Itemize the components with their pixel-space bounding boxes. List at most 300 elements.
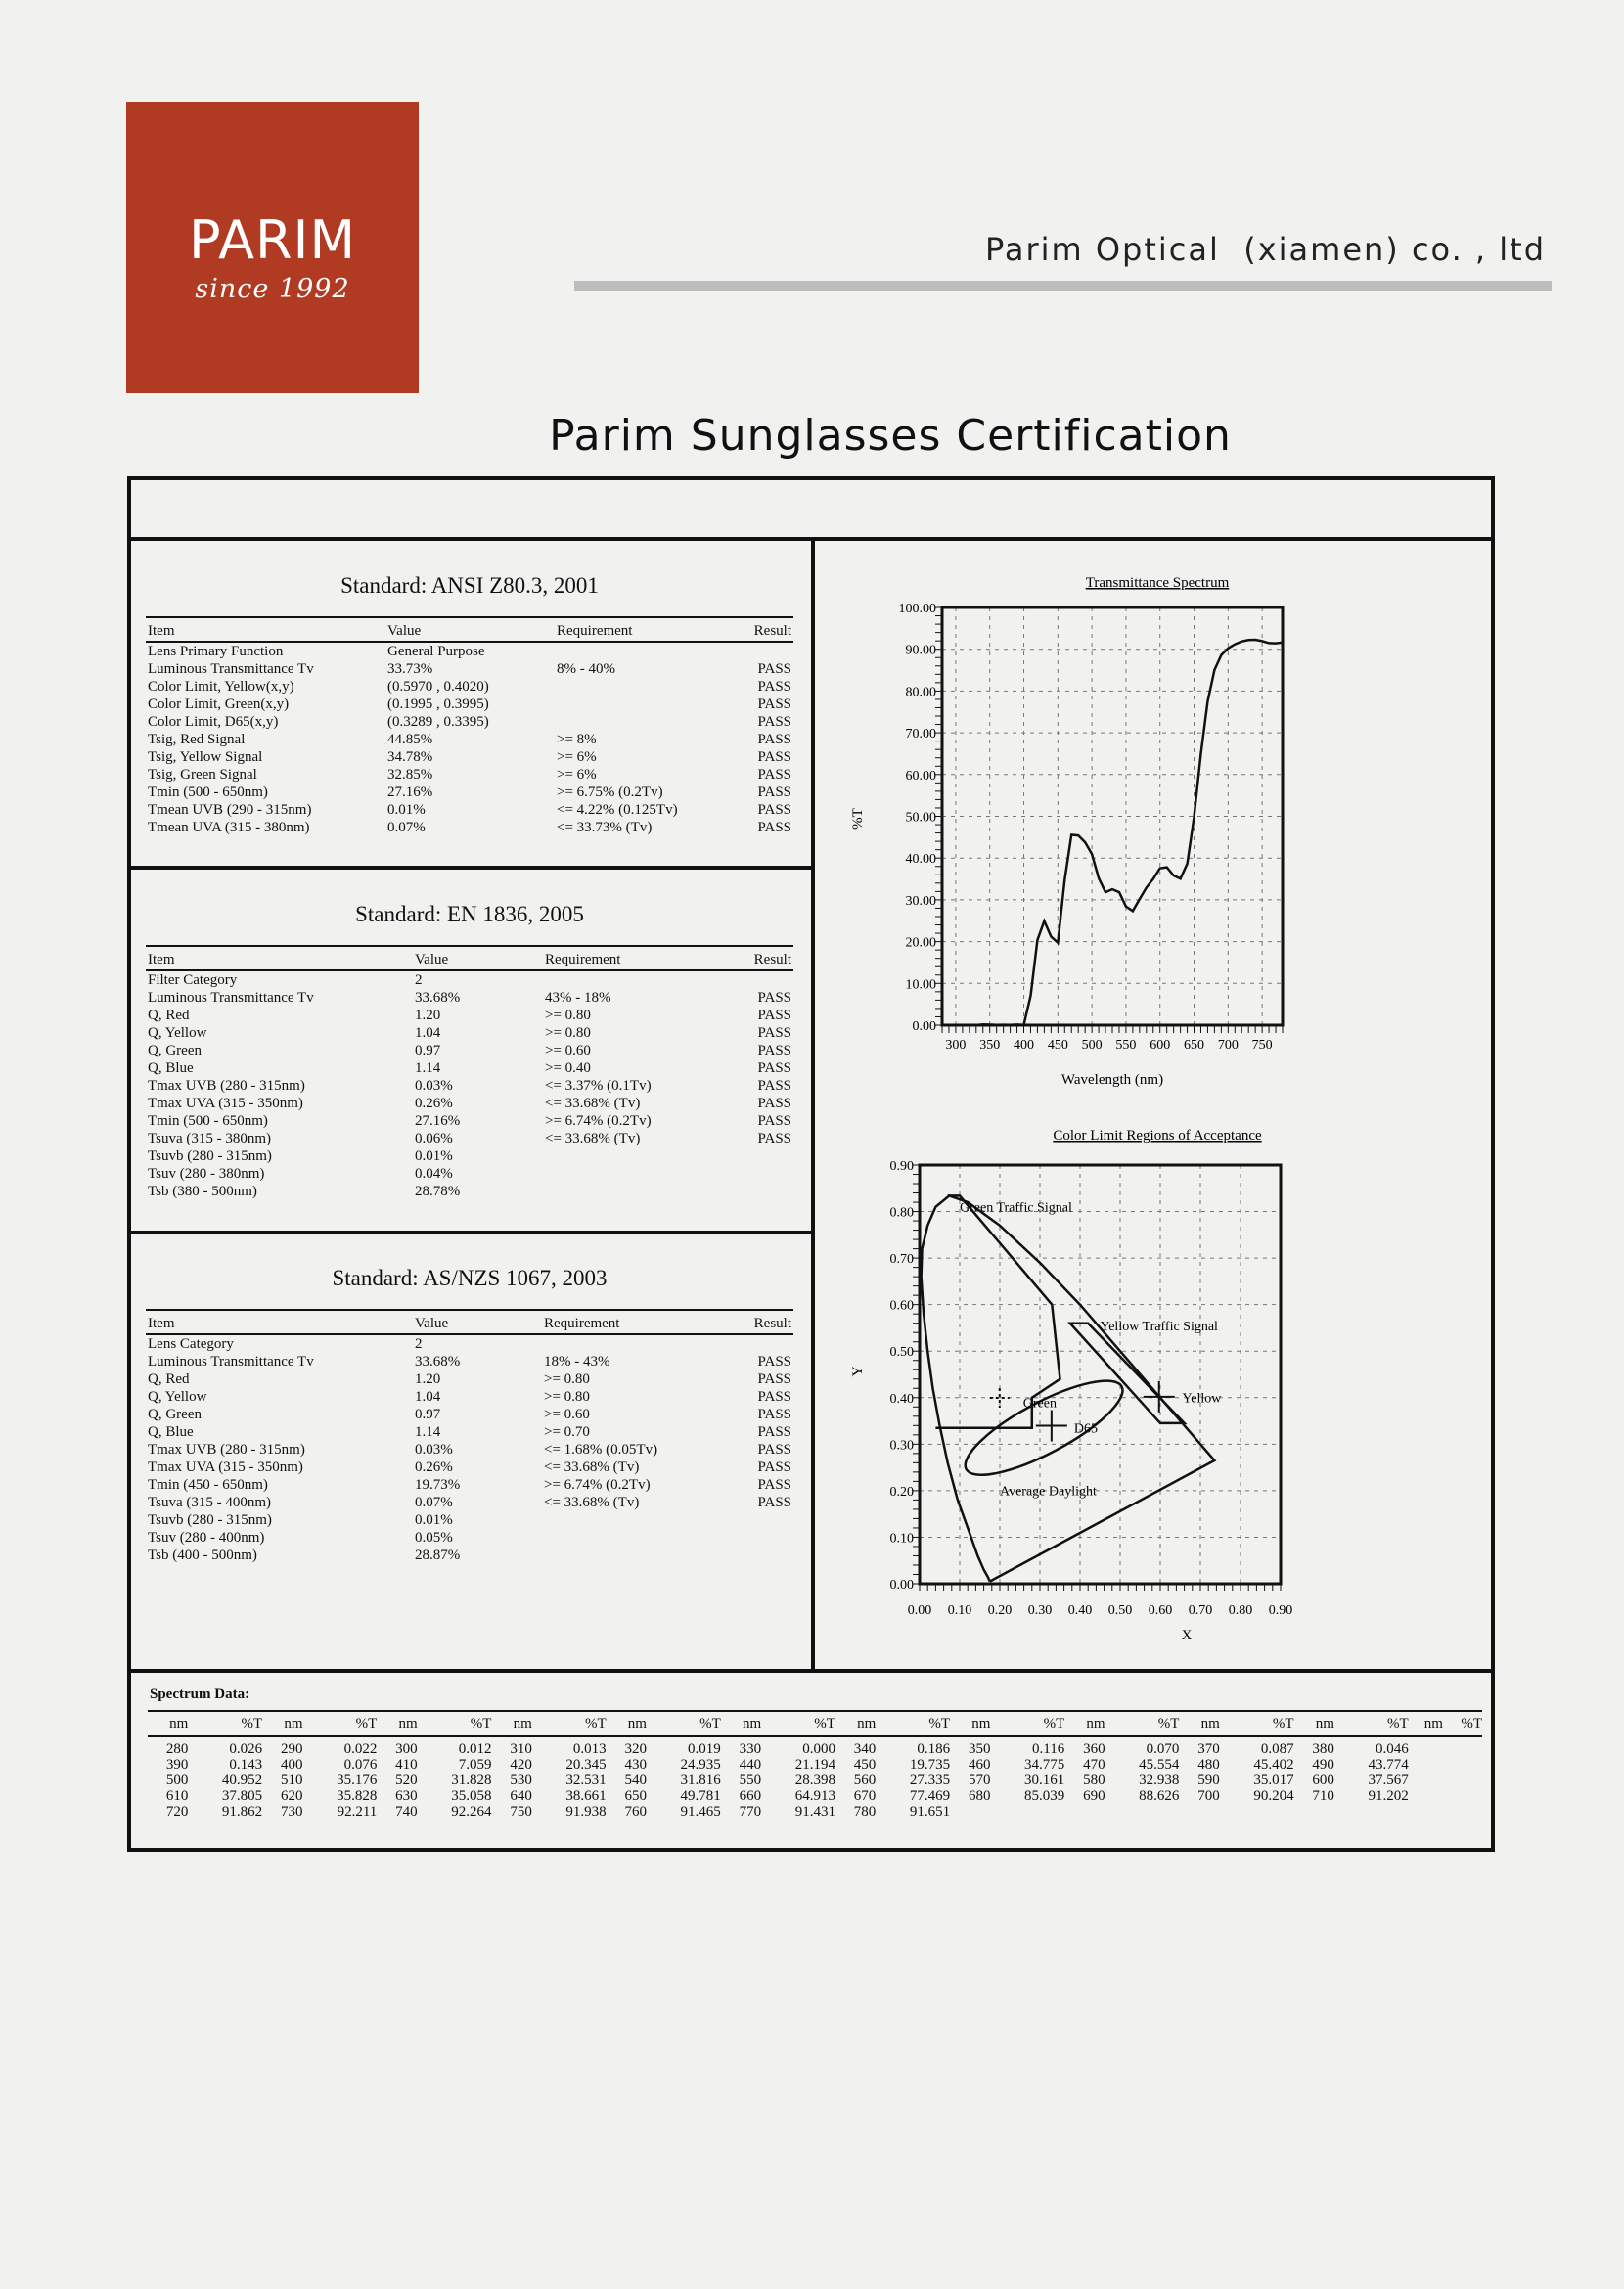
requirement-cell: >= 6.75% (0.2Tv)	[557, 785, 663, 800]
result-cell: PASS	[757, 1113, 791, 1129]
spectrum-column-header: nm	[835, 1711, 876, 1736]
wavelength-cell: 290	[281, 1741, 303, 1757]
y-tick-label: 0.80	[889, 1205, 914, 1221]
table-header-row	[146, 1310, 793, 1334]
value-cell: 33.68%	[415, 990, 461, 1006]
result-cell: PASS	[757, 1043, 791, 1058]
requirement-cell	[555, 713, 731, 731]
value-cell: 1.04	[415, 1025, 441, 1041]
transmittance-cell: 91.938	[565, 1804, 607, 1819]
transmittance-cell: 40.952	[221, 1773, 263, 1788]
transmittance-cell: 91.862	[221, 1804, 263, 1819]
wavelength-cell: 420	[510, 1757, 532, 1773]
transmittance-cell: 38.661	[565, 1788, 607, 1804]
transmittance-cell: 43.774	[1368, 1757, 1409, 1773]
value-cell: 27.16%	[387, 785, 433, 800]
requirement-cell: <= 33.68% (Tv)	[544, 1495, 640, 1510]
x-tick-label: 350	[979, 1038, 1001, 1053]
table-row	[146, 1511, 793, 1529]
x-tick-label: 600	[1150, 1038, 1171, 1053]
wavelength-cell: 460	[968, 1757, 991, 1773]
wavelength-cell: 440	[739, 1757, 762, 1773]
transmittance-cell: 0.186	[917, 1741, 951, 1757]
x-axis-label: X	[1181, 1628, 1193, 1643]
requirement-cell: >= 6%	[557, 767, 597, 783]
wavelength-cell: 530	[510, 1773, 532, 1788]
requirement-cell	[543, 970, 729, 989]
item-cell: Tmax UVB (280 - 315nm)	[148, 1442, 305, 1458]
y-tick-label: 10.00	[905, 977, 936, 993]
table-row	[146, 660, 793, 678]
transmittance-cell: 91.202	[1368, 1788, 1409, 1804]
requirement-cell: >= 0.80	[545, 1025, 591, 1041]
requirement-cell: <= 33.68% (Tv)	[545, 1096, 641, 1111]
wavelength-cell: 390	[165, 1757, 189, 1773]
requirement-cell: <= 3.37% (0.1Tv)	[545, 1078, 652, 1094]
transmittance-cell: 20.345	[565, 1757, 607, 1773]
y-tick-label: 0.30	[889, 1438, 914, 1454]
document-title: Parim Sunglasses Certification	[549, 411, 1232, 461]
y-tick-label: 0.00	[912, 1019, 936, 1034]
item-cell: Tmin (450 - 650nm)	[148, 1477, 268, 1493]
transmittance-cell: 0.013	[572, 1741, 607, 1757]
table-row	[146, 989, 793, 1007]
item-cell: Lens Category	[148, 1336, 234, 1352]
wavelength-cell: 590	[1197, 1773, 1220, 1788]
value-cell: 0.07%	[415, 1495, 453, 1510]
result-cell	[731, 642, 793, 660]
result-cell	[729, 970, 793, 989]
section-divider-1	[127, 866, 813, 870]
value-cell: 44.85%	[387, 732, 433, 747]
spectrum-row	[148, 1757, 1482, 1773]
wavelength-cell: 560	[853, 1773, 877, 1788]
transmittance-cell: 37.567	[1368, 1773, 1409, 1788]
item-cell: Q, Green	[148, 1043, 202, 1058]
value-cell: 28.78%	[415, 1184, 461, 1199]
table-row	[146, 1077, 793, 1095]
transmittance-cell: 45.554	[1139, 1757, 1180, 1773]
item-cell: Luminous Transmittance Tv	[148, 990, 314, 1006]
value-cell: 19.73%	[415, 1477, 461, 1493]
column-header: Item	[146, 1310, 413, 1334]
value-cell: 0.05%	[415, 1530, 453, 1546]
column-header: Result	[730, 1310, 793, 1334]
item-cell: Tsuva (315 - 380nm)	[148, 1131, 272, 1146]
x-tick-label: 0.50	[1107, 1603, 1133, 1618]
transmittance-cell: 77.469	[909, 1788, 951, 1804]
wavelength-cell	[1294, 1804, 1334, 1819]
result-cell: PASS	[757, 785, 791, 800]
wavelength-cell	[950, 1804, 990, 1819]
value-cell: 33.73%	[387, 661, 433, 677]
requirement-cell: >= 6%	[557, 749, 597, 765]
requirement-cell: <= 33.68% (Tv)	[545, 1131, 641, 1146]
table-row	[146, 1024, 793, 1042]
transmittance-cell	[1443, 1736, 1482, 1757]
result-cell: PASS	[757, 679, 791, 695]
item-cell: Color Limit, Green(x,y)	[148, 696, 290, 712]
requirement-cell: >= 6.74% (0.2Tv)	[545, 1113, 652, 1129]
logo-name: PARIM	[188, 209, 357, 271]
item-cell: Tsig, Red Signal	[148, 732, 246, 747]
wavelength-cell: 770	[739, 1804, 762, 1819]
spectrum-column-header: %T	[876, 1711, 950, 1736]
column-header: Value	[413, 946, 543, 970]
y-tick-label: 80.00	[905, 685, 936, 700]
x-tick-label: 750	[1251, 1038, 1273, 1053]
wavelength-cell: 550	[739, 1773, 762, 1788]
spectrum-column-header: nm	[721, 1711, 761, 1736]
transmittance-cell: 32.938	[1139, 1773, 1180, 1788]
chart-title: Transmittance Spectrum	[1085, 575, 1230, 591]
transmittance-cell: 24.935	[680, 1757, 721, 1773]
value-cell: 28.87%	[415, 1548, 461, 1563]
parim-logo	[126, 102, 419, 393]
item-cell: Tmin (500 - 650nm)	[148, 1113, 268, 1129]
spectrum-data-table	[148, 1710, 1482, 1819]
column-header: Value	[385, 617, 555, 642]
requirement-cell: >= 0.80	[544, 1371, 590, 1387]
value-cell: 1.04	[415, 1389, 441, 1405]
item-cell: Tmean UVA (315 - 380nm)	[148, 820, 310, 835]
table-row	[146, 731, 793, 748]
spectrum-data-title: Spectrum Data:	[150, 1686, 250, 1702]
item-cell: Tsuvb (280 - 315nm)	[148, 1512, 272, 1528]
table-row	[146, 1042, 793, 1059]
wavelength-cell: 430	[624, 1757, 647, 1773]
x-tick-label: 400	[1014, 1038, 1035, 1053]
wavelength-cell: 570	[968, 1773, 991, 1788]
spectrum-column-header: %T	[647, 1711, 721, 1736]
table-row	[146, 1147, 793, 1165]
value-cell: 32.85%	[387, 767, 433, 783]
transmittance-cell: 45.402	[1253, 1757, 1294, 1773]
item-cell: Tsuvb (280 - 315nm)	[148, 1148, 272, 1164]
wavelength-cell	[1409, 1788, 1443, 1804]
wavelength-cell: 630	[395, 1788, 418, 1804]
table-header-row	[146, 617, 793, 642]
spectrum-column-header: nm	[1064, 1711, 1105, 1736]
column-header: Value	[413, 1310, 542, 1334]
requirement-cell	[555, 642, 731, 660]
chart-annotation: Yellow Traffic Signal	[1100, 1319, 1218, 1334]
item-cell: Lens Primary Function	[148, 644, 284, 659]
y-tick-label: 30.00	[905, 893, 936, 909]
result-cell: PASS	[757, 802, 791, 818]
transmittance-series-line	[942, 640, 1283, 1025]
transmittance-cell: 85.039	[1024, 1788, 1065, 1804]
spectrum-column-header: nm	[950, 1711, 990, 1736]
requirement-cell: >= 0.60	[545, 1043, 591, 1058]
item-cell: Q, Red	[148, 1008, 190, 1023]
spectrum-column-header: %T	[1105, 1711, 1180, 1736]
x-axis-label: Wavelength (nm)	[1060, 1072, 1164, 1088]
spectrum-column-header: %T	[303, 1711, 378, 1736]
y-tick-label: 20.00	[905, 935, 936, 951]
item-cell: Tsb (380 - 500nm)	[148, 1184, 257, 1199]
wavelength-cell: 280	[165, 1741, 189, 1757]
wavelength-cell: 670	[853, 1788, 877, 1804]
item-cell: Filter Category	[148, 972, 238, 988]
result-cell: PASS	[757, 1096, 791, 1111]
spectrum-column-header: nm	[1179, 1711, 1219, 1736]
item-cell: Q, Green	[148, 1407, 202, 1422]
value-cell: 0.04%	[415, 1166, 453, 1182]
table-row	[146, 1547, 793, 1564]
transmittance-cell	[990, 1804, 1064, 1819]
section-divider-2	[127, 1231, 813, 1234]
wavelength-cell	[1064, 1804, 1105, 1819]
wavelength-cell: 500	[165, 1773, 189, 1788]
table-body	[146, 642, 793, 836]
wavelength-cell: 450	[853, 1757, 877, 1773]
result-cell: PASS	[757, 1131, 791, 1146]
transmittance-cell: 19.735	[909, 1757, 951, 1773]
table-row	[146, 713, 793, 731]
x-tick-label: 0.70	[1188, 1603, 1213, 1618]
transmittance-cell: 0.046	[1375, 1741, 1409, 1757]
y-tick-label: 0.70	[889, 1252, 914, 1268]
requirement-cell	[543, 1183, 729, 1200]
table-header-row	[146, 946, 793, 970]
spectrum-row	[148, 1788, 1482, 1804]
y-tick-label: 0.90	[889, 1159, 914, 1174]
y-tick-label: 0.50	[889, 1345, 914, 1361]
spectrum-column-header: %T	[990, 1711, 1064, 1736]
standard-table	[146, 945, 793, 1200]
table-row	[146, 1334, 793, 1353]
y-axis-label: %T	[850, 808, 866, 830]
y-tick-label: 40.00	[905, 852, 936, 868]
wavelength-cell: 690	[1083, 1788, 1105, 1804]
table-row	[146, 819, 793, 836]
transmittance-cell: 92.211	[337, 1804, 378, 1819]
transmittance-cell	[1334, 1804, 1409, 1819]
transmittance-cell: 49.781	[680, 1788, 721, 1804]
spectrum-column-header: %T	[1334, 1711, 1409, 1736]
wavelength-cell: 700	[1197, 1788, 1220, 1804]
spectrum-column-header: nm	[1294, 1711, 1334, 1736]
x-tick-label: 700	[1217, 1038, 1239, 1053]
wavelength-cell	[1409, 1736, 1443, 1757]
table-row	[146, 1388, 793, 1406]
spectrum-row	[148, 1804, 1482, 1819]
item-cell: Q, Yellow	[148, 1389, 207, 1405]
value-cell: 1.14	[415, 1424, 441, 1440]
wavelength-cell: 360	[1083, 1741, 1105, 1757]
transmittance-cell: 0.143	[229, 1757, 263, 1773]
table-row	[146, 1165, 793, 1183]
wavelength-cell: 600	[1312, 1773, 1334, 1788]
x-tick-label: 550	[1115, 1038, 1137, 1053]
wavelength-cell: 520	[395, 1773, 418, 1788]
result-cell: PASS	[757, 1354, 791, 1369]
value-cell: (0.1995 , 0.3995)	[387, 696, 489, 712]
spectrum-column-header: nm	[148, 1711, 188, 1736]
transmittance-cell: 0.087	[1260, 1741, 1294, 1757]
value-cell: 2	[415, 1336, 423, 1352]
transmittance-cell: 91.465	[680, 1804, 721, 1819]
result-cell: PASS	[757, 767, 791, 783]
wavelength-cell: 380	[1312, 1741, 1334, 1757]
spectrum-column-header: nm	[377, 1711, 417, 1736]
requirement-cell: >= 6.74% (0.2Tv)	[544, 1477, 651, 1493]
value-cell: 0.01%	[387, 802, 426, 818]
wavelength-cell: 610	[165, 1788, 189, 1804]
result-cell: PASS	[757, 1442, 791, 1458]
transmittance-cell: 31.816	[680, 1773, 721, 1788]
spectrum-table-body	[148, 1736, 1482, 1819]
wavelength-cell: 580	[1083, 1773, 1105, 1788]
wavelength-cell: 510	[281, 1773, 303, 1788]
transmittance-cell: 28.398	[794, 1773, 835, 1788]
value-cell: 0.97	[415, 1043, 441, 1058]
column-header: Item	[146, 946, 413, 970]
requirement-cell	[542, 1511, 730, 1529]
spectrum-column-header: %T	[761, 1711, 835, 1736]
item-cell: Q, Yellow	[148, 1025, 207, 1041]
wavelength-cell: 750	[510, 1804, 532, 1819]
transmittance-cell: 30.161	[1024, 1773, 1065, 1788]
wavelength-cell: 540	[624, 1773, 647, 1788]
item-cell: Tmean UVB (290 - 315nm)	[148, 802, 312, 818]
result-cell: PASS	[757, 1495, 791, 1510]
x-tick-label: 450	[1047, 1038, 1068, 1053]
logo-since: since 1992	[195, 274, 350, 304]
value-cell: 0.03%	[415, 1442, 453, 1458]
wavelength-cell	[1179, 1804, 1219, 1819]
requirement-cell: >= 0.40	[545, 1060, 591, 1076]
requirement-cell: >= 0.80	[545, 1008, 591, 1023]
chart-annotation: Green	[1022, 1396, 1057, 1412]
item-cell: Color Limit, Yellow(x,y)	[148, 679, 294, 695]
transmittance-cell: 64.913	[794, 1788, 835, 1804]
wavelength-cell: 720	[165, 1804, 189, 1819]
item-cell: Tmin (500 - 650nm)	[148, 785, 268, 800]
x-tick-label: 500	[1081, 1038, 1103, 1053]
result-cell: PASS	[757, 1424, 791, 1440]
wavelength-cell	[1409, 1757, 1443, 1773]
transmittance-cell: 0.076	[343, 1757, 378, 1773]
transmittance-cell	[1443, 1788, 1482, 1804]
transmittance-cell: 37.805	[221, 1788, 263, 1804]
column-header: Requirement	[542, 1310, 730, 1334]
table-row	[146, 1007, 793, 1024]
item-cell: Tmax UVA (315 - 350nm)	[148, 1096, 303, 1111]
item-cell: Tmax UVA (315 - 350nm)	[148, 1459, 303, 1475]
column-header: Result	[729, 946, 793, 970]
result-cell: PASS	[757, 1389, 791, 1405]
item-cell: Luminous Transmittance Tv	[148, 1354, 314, 1369]
company-name: Parim Optical (xiamen) co. , ltd	[985, 231, 1546, 268]
x-tick-label: 0.10	[947, 1603, 972, 1618]
x-tick-label: 0.40	[1067, 1603, 1093, 1618]
item-cell: Q, Red	[148, 1371, 190, 1387]
requirement-cell: <= 33.68% (Tv)	[544, 1459, 640, 1475]
x-tick-label: 0.20	[987, 1603, 1013, 1618]
requirement-cell: 8% - 40%	[557, 661, 615, 677]
wavelength-cell: 760	[624, 1804, 647, 1819]
table-row	[146, 766, 793, 784]
wavelength-cell: 660	[739, 1788, 762, 1804]
table-row	[146, 678, 793, 696]
value-cell: 0.03%	[415, 1078, 453, 1094]
item-cell: Tsuv (280 - 380nm)	[148, 1166, 265, 1182]
wavelength-cell: 730	[281, 1804, 303, 1819]
transmittance-cell: 7.059	[458, 1757, 492, 1773]
wavelength-cell: 490	[1312, 1757, 1334, 1773]
spectrum-column-header: %T	[188, 1711, 262, 1736]
transmittance-cell: 91.651	[909, 1804, 951, 1819]
standard-table	[146, 616, 793, 836]
yellow-signal-region	[1070, 1324, 1185, 1423]
wavelength-cell: 680	[968, 1788, 991, 1804]
chart-title: Color Limit Regions of Acceptance	[1053, 1128, 1262, 1144]
color-limit-chart	[815, 1115, 1495, 1669]
x-tick-label: 0.30	[1027, 1603, 1053, 1618]
result-cell: PASS	[757, 1008, 791, 1023]
result-cell	[730, 1334, 793, 1353]
wavelength-cell: 480	[1197, 1757, 1220, 1773]
result-cell	[730, 1529, 793, 1547]
wavelength-cell: 370	[1197, 1741, 1220, 1757]
table-row	[146, 1476, 793, 1494]
table-row	[146, 1095, 793, 1112]
item-cell: Q, Blue	[148, 1060, 194, 1076]
table-row	[146, 1494, 793, 1511]
transmittance-cell: 35.828	[337, 1788, 378, 1804]
chart-annotation: Average Daylight	[1000, 1484, 1097, 1500]
value-cell: 0.01%	[415, 1512, 453, 1528]
x-tick-label: 650	[1184, 1038, 1205, 1053]
item-cell: Tsuv (280 - 400nm)	[148, 1530, 265, 1546]
result-cell: PASS	[757, 1078, 791, 1094]
requirement-cell	[555, 696, 731, 713]
table-row	[146, 1183, 793, 1200]
wavelength-cell: 350	[968, 1741, 991, 1757]
transmittance-cell: 35.176	[337, 1773, 378, 1788]
spectrum-column-header: %T	[1220, 1711, 1294, 1736]
result-cell	[730, 1511, 793, 1529]
standard-title: Standard: ANSI Z80.3, 2001	[340, 573, 599, 598]
table-row	[146, 1423, 793, 1441]
wavelength-cell: 470	[1083, 1757, 1105, 1773]
wavelength-cell: 650	[624, 1788, 647, 1804]
requirement-cell: <= 4.22% (0.125Tv)	[557, 802, 678, 818]
chart-annotation: Green Traffic Signal	[960, 1200, 1072, 1216]
result-cell: PASS	[757, 1477, 791, 1493]
table-row	[146, 748, 793, 766]
transmittance-cell: 31.828	[451, 1773, 492, 1788]
column-header: Requirement	[555, 617, 731, 642]
spectrum-header-row	[148, 1711, 1482, 1736]
requirement-cell: 43% - 18%	[545, 990, 611, 1006]
item-cell: Tsig, Yellow Signal	[148, 749, 263, 765]
y-tick-label: 100.00	[898, 602, 936, 616]
spectrum-row	[148, 1736, 1482, 1757]
item-cell: Tsig, Green Signal	[148, 767, 257, 783]
green-signal-region	[935, 1195, 1060, 1427]
chart-regions	[922, 1195, 1223, 1581]
spectrum-column-header: %T	[418, 1711, 492, 1736]
y-tick-label: 60.00	[905, 768, 936, 784]
spectrum-row	[148, 1773, 1482, 1788]
table-row	[146, 784, 793, 801]
wavelength-cell: 320	[624, 1741, 647, 1757]
wavelength-cell	[1409, 1773, 1443, 1788]
transmittance-cell: 92.264	[451, 1804, 492, 1819]
